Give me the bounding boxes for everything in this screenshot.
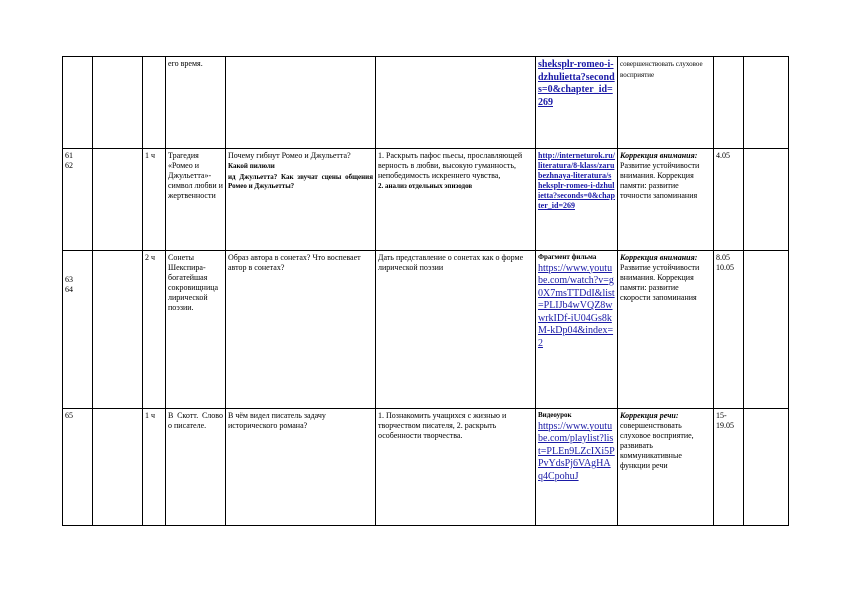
- blank-cell: [744, 409, 789, 526]
- resource-cell: [536, 251, 618, 409]
- correction-text: Развитие устойчивости внимания. Коррекция памяти: развитие скорости запоминания: [620, 263, 700, 302]
- lesson-number: 61: [65, 151, 73, 160]
- resource-link[interactable]: http://interneturok.ru/literatura/8-klass/zarubezhnaya-literatura/sheksplr-romeo-i-dzhulietta?seconds=0&chapter_id=269: [538, 151, 615, 210]
- resource-link[interactable]: sheksplr-romeo-i-dzhulietta?seconds=0&chapter_id=269: [538, 59, 615, 108]
- question-text: Почему гибнут Ромео и Джульетта?: [228, 151, 351, 160]
- goals-cell: [376, 57, 536, 149]
- date-cell: 8.05 10.05: [714, 251, 744, 409]
- hours-cell: 1 ч: [143, 149, 166, 251]
- blank-cell: [744, 57, 789, 149]
- lesson-number-cell: [63, 57, 93, 149]
- correction-text: совершенствовать слуховое восприятие: [620, 60, 703, 79]
- lesson-number: 62: [65, 161, 73, 170]
- blank-cell: [93, 57, 143, 149]
- question-cell: [226, 149, 376, 251]
- resource-cell: [536, 409, 618, 526]
- date-cell: 15-19.05: [714, 409, 744, 526]
- topic-cell: В Скотт. Слово о писателе.: [166, 409, 226, 526]
- resource-title: Видеоурок: [538, 411, 572, 419]
- topic-cell: его время.: [166, 57, 226, 149]
- question-cell: В чём видел писатель задачу исторического романа?: [226, 409, 376, 526]
- correction-cell: [618, 409, 714, 526]
- date-cell: 4.05: [714, 149, 744, 251]
- correction-label: Коррекция внимания:: [620, 151, 698, 160]
- hours-cell: 1 ч: [143, 409, 166, 526]
- topic-cell: Трагедия «Ромео и Джульетта»- символ любви и жертвенности: [166, 149, 226, 251]
- resource-link[interactable]: https://www.youtube.com/playlist?list=PLEn9LZcIXi5PPvYdsPj6VAgHAq4CpohuJ: [538, 420, 615, 482]
- goals-cell: [376, 149, 536, 251]
- question-extra: ид Джульетта? Как звучат сцены общения Ромео и Джульетты?: [228, 172, 373, 190]
- lesson-number-cell: [63, 149, 93, 251]
- table-row: [63, 251, 789, 409]
- goals-cell: Дать представление о сонетах как о форме лирической поэзии: [376, 251, 536, 409]
- lesson-number: 63: [65, 275, 73, 284]
- goal-item: 1. Раскрыть пафос пьесы, прославляющей верность в любви, высокую гуманность, непобедимость искреннего чувства,: [378, 151, 523, 180]
- resource-cell: [536, 57, 618, 149]
- table-row: [63, 409, 789, 526]
- resource-title: Фрагмент фильма: [538, 253, 597, 261]
- blank-cell: [744, 251, 789, 409]
- topic-cell: Сонеты Шекспира-богатейшая сокровищница лирической поэзии.: [166, 251, 226, 409]
- date-cell: [714, 57, 744, 149]
- question-cell: [226, 57, 376, 149]
- goals-cell: 1. Познакомить учащихся с жизнью и творчеством писателя, 2. раскрыть особенности творчества.: [376, 409, 536, 526]
- lesson-plan-table: [62, 56, 789, 526]
- table-row: [63, 57, 789, 149]
- lesson-number-cell: [63, 409, 93, 526]
- correction-cell: [618, 251, 714, 409]
- lesson-number: 64: [65, 285, 73, 294]
- hours-cell: [143, 57, 166, 149]
- correction-cell: [618, 149, 714, 251]
- correction-label: Коррекция внимания:: [620, 253, 698, 262]
- lesson-number-cell: [63, 251, 93, 409]
- lesson-number: 65: [65, 411, 73, 420]
- hours-cell: 2 ч: [143, 251, 166, 409]
- correction-text: Развитие устойчивости внимания. Коррекция памяти: развитие точности запоминания: [620, 161, 700, 200]
- blank-cell: [93, 409, 143, 526]
- blank-cell: [93, 149, 143, 251]
- question-extra: Какой пилюли: [228, 162, 275, 170]
- resource-link[interactable]: https://www.youtube.com/watch?v=g0X7msTTDdI&list=PLIJb4wVQZ8wwrkIDf-iU04Gs8kM-kDp04&index=2: [538, 262, 615, 349]
- correction-label: Коррекция речи:: [620, 411, 679, 420]
- blank-cell: [93, 251, 143, 409]
- correction-text: совершенствовать слуховое восприятие, развивать коммуникативные функции речи: [620, 421, 694, 470]
- table-row: [63, 149, 789, 251]
- resource-cell: [536, 149, 618, 251]
- blank-cell: [744, 149, 789, 251]
- correction-cell: [618, 57, 714, 149]
- goal-item: 2. анализ отдельных эпизодов: [378, 182, 473, 190]
- question-cell: Образ автора в сонетах? Что воспевает автор в сонетах?: [226, 251, 376, 409]
